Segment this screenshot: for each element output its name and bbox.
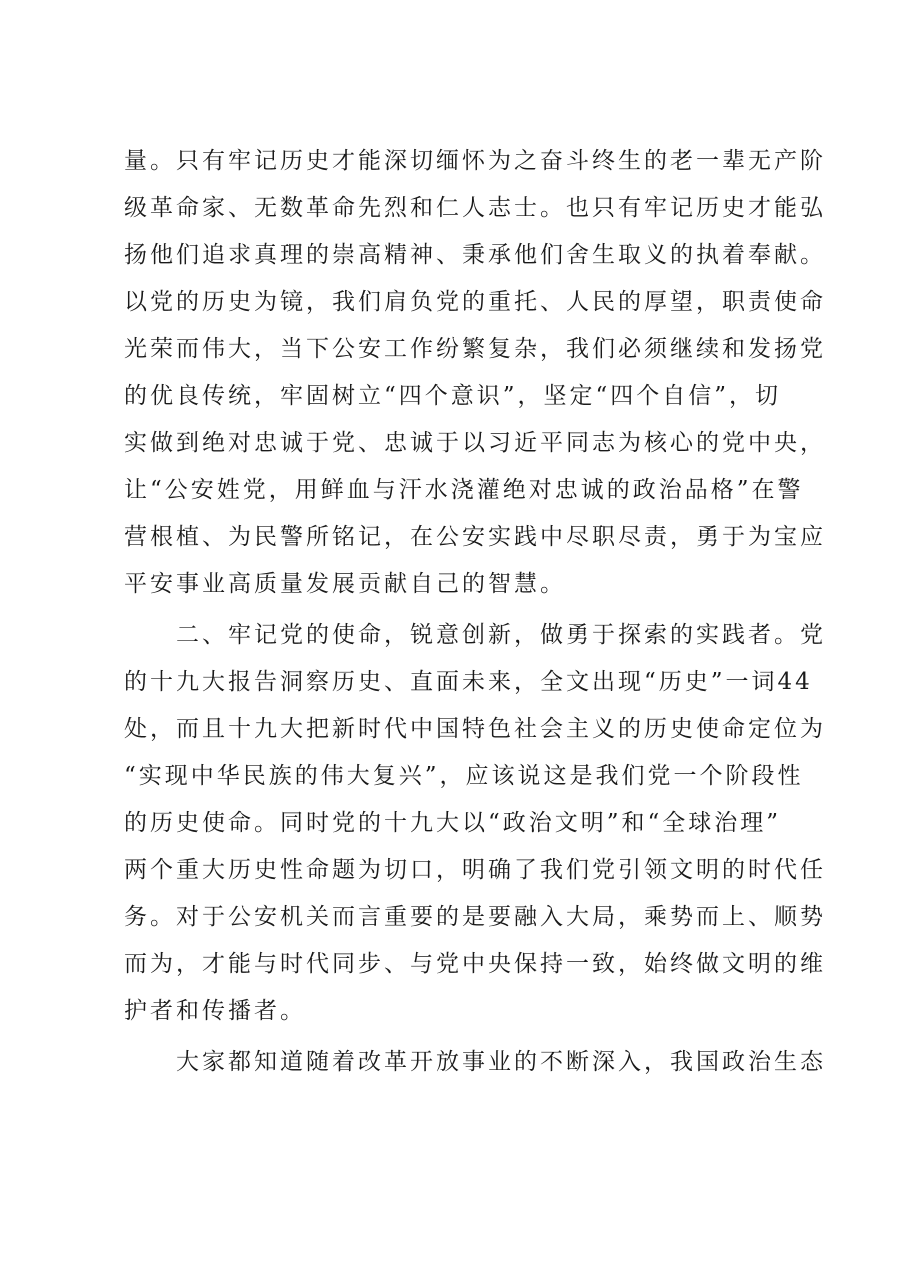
- text-line: 级革命家、无数革命先烈和仁人志士。也只有牢记历史才能弘: [124, 195, 826, 221]
- text-line: 平安事业高质量发展贡献自己的智慧。: [124, 571, 566, 597]
- text-line: 而为，才能与时代同步、与党中央保持一致，始终做文明的维: [124, 951, 826, 977]
- text-line: 务。对于公安机关而言重要的是要融入大局，乘势而上、顺势: [124, 904, 826, 930]
- text-line: 护者和传播者。: [124, 998, 306, 1024]
- text-line: 处，而且十九大把新时代中国特色社会主义的历史使命定位为: [124, 716, 826, 742]
- text-line: 营根植、为民警所铭记，在公安实践中尽职尽责，勇于为宝应: [124, 524, 826, 550]
- text-line: 的历史使命。同时党的十九大以“政治文明”和“全球治理”: [124, 810, 782, 836]
- text-line: 二、牢记党的使命，锐意创新，做勇于探索的实践者。党: [124, 622, 826, 648]
- text-line: 让“公安姓党，用鲜血与汗水浇灌绝对忠诚的政治品格”在警: [124, 477, 804, 503]
- text-line: 以党的历史为镜，我们肩负党的重托、人民的厚望，职责使命: [124, 289, 826, 315]
- text-line: 大家都知道随着改革开放事业的不断深入，我国政治生态: [124, 1049, 826, 1075]
- text-line: “实现中华民族的伟大复兴”，应该说这是我们党一个阶段性: [124, 763, 804, 789]
- body-text: [124, 138, 826, 1086]
- text-line: 的优良传统，牢固树立“四个意识”，坚定“四个自信”，切: [124, 383, 782, 409]
- text-line: 实做到绝对忠诚于党、忠诚于以习近平同志为核心的党中央，: [124, 430, 826, 456]
- text-line: 光荣而伟大，当下公安工作纷繁复杂，我们必须继续和发扬党: [124, 336, 826, 362]
- text-line: 量。只有牢记历史才能深切缅怀为之奋斗终生的老一辈无产阶: [124, 148, 826, 174]
- text-line: 两个重大历史性命题为切口，明确了我们党引领文明的时代任: [124, 857, 826, 883]
- text-line: 的十九大报告洞察历史、直面未来，全文出现“历史”一词44: [124, 669, 813, 695]
- text-line: 扬他们追求真理的崇高精神、秉承他们舍生取义的执着奉献。: [124, 242, 826, 268]
